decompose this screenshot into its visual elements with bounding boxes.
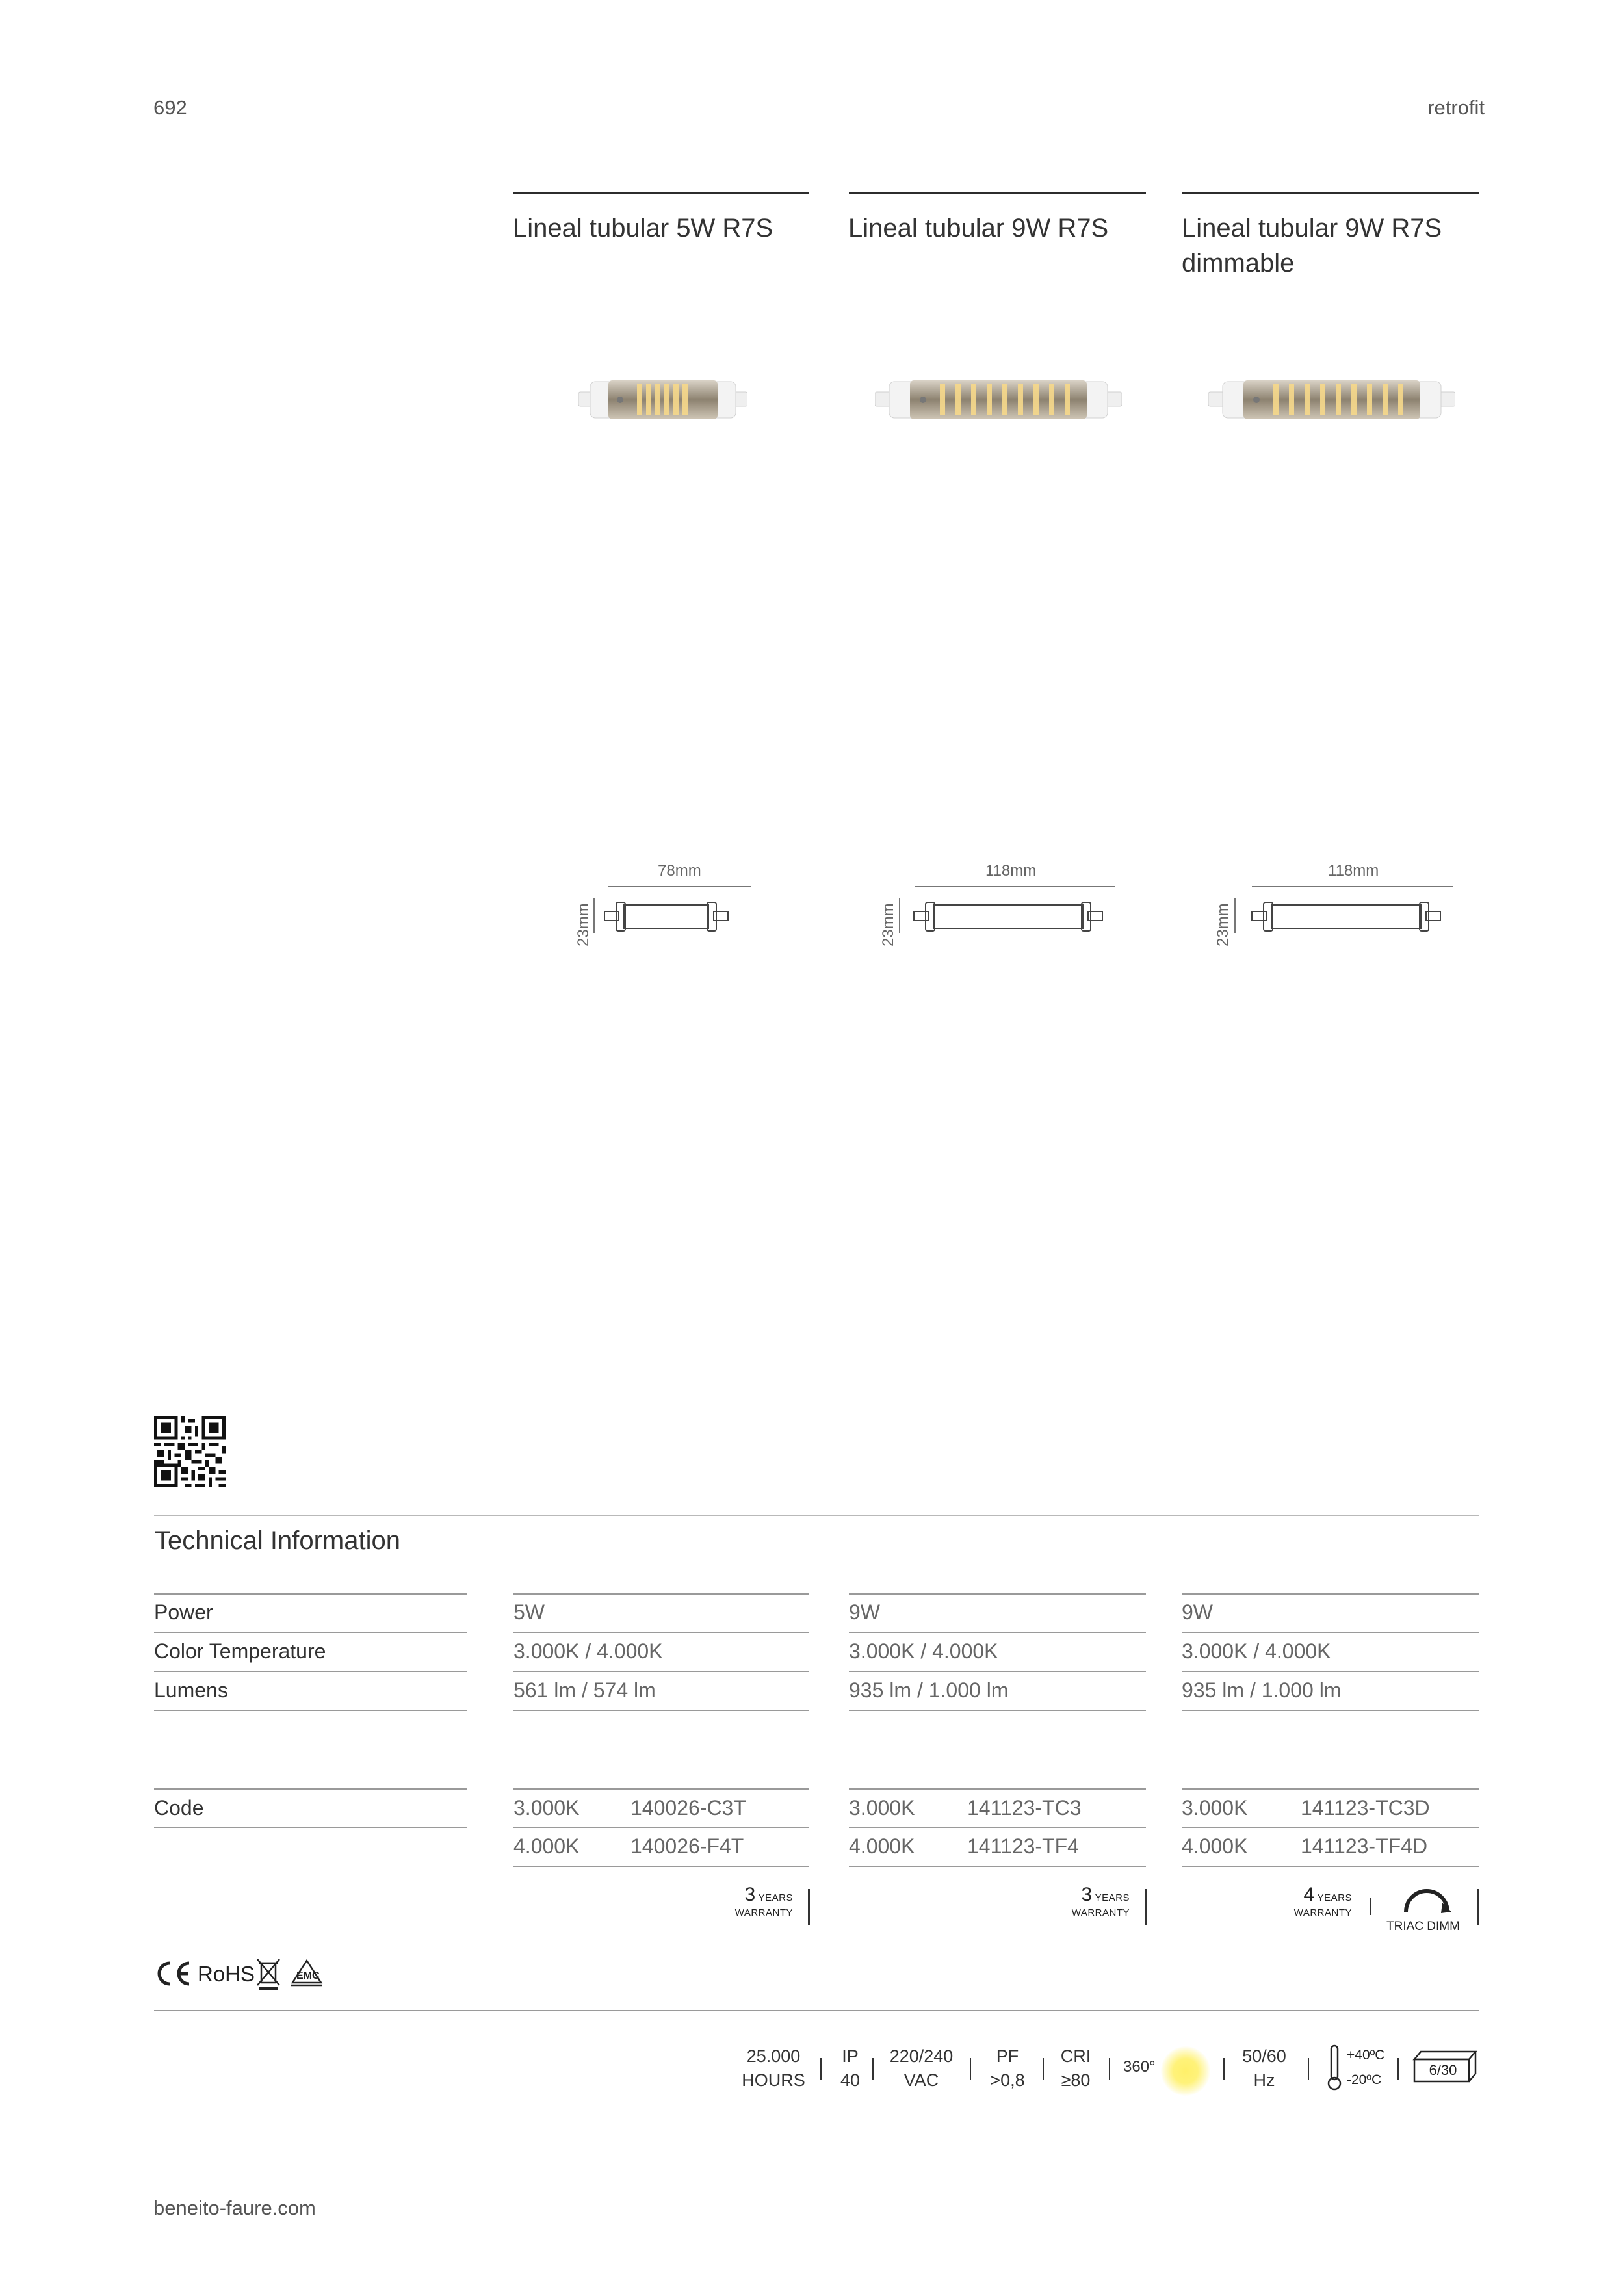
col3-rule <box>1182 1632 1479 1633</box>
product-3-length-label: 118mm <box>1328 862 1379 880</box>
pf-label: PF <box>996 2046 1019 2066</box>
col2-rule <box>849 1671 1146 1672</box>
label-code: Code <box>154 1796 204 1820</box>
spec-ip <box>834 2044 866 2093</box>
spec-pf <box>981 2044 1033 2093</box>
col2-lumens: 935 lm / 1.000 lm <box>849 1678 1009 1702</box>
col2-code-temp: 3.000K <box>849 1796 915 1820</box>
product-2-title: Lineal tubular 9W R7S <box>848 214 1109 242</box>
label-power: Power <box>154 1600 213 1624</box>
product-2-dimension-drawing <box>884 884 1124 936</box>
col3-code-temp: 3.000K <box>1182 1796 1248 1820</box>
col3-code-temp: 4.000K <box>1182 1834 1248 1858</box>
warranty-label: WARRANTY <box>734 1907 793 1918</box>
col2-rule <box>849 1593 1146 1595</box>
tech-title: Technical Information <box>155 1526 400 1555</box>
product-3-height-label: 23mm <box>1214 903 1232 946</box>
pf-value: >0,8 <box>990 2070 1025 2090</box>
weee-bin-icon <box>255 1957 281 1990</box>
col2-rule <box>849 1632 1146 1633</box>
ce-mark-icon <box>154 1959 193 1988</box>
col3-lumens: 935 lm / 1.000 lm <box>1182 1678 1342 1702</box>
lifetime-value: 25.000 <box>746 2046 801 2066</box>
col2-warranty-bar <box>1145 1889 1147 1925</box>
label-rule <box>154 1593 467 1595</box>
product-3-image <box>1208 374 1455 426</box>
spec-separator <box>970 2058 971 2080</box>
col3-separator <box>1370 1898 1371 1915</box>
warranty-label: WARRANTY <box>1071 1907 1130 1918</box>
footer-url[interactable]: beneito-faure.com <box>153 2197 316 2219</box>
col1-rule <box>513 1788 809 1790</box>
col3-rule <box>1182 1866 1479 1867</box>
warranty-years: 4 <box>1303 1884 1315 1905</box>
col1-color-temperature: 3.000K / 4.000K <box>513 1639 663 1663</box>
spec-separator <box>1397 2058 1399 2080</box>
product-2-rule <box>849 192 1146 194</box>
section-name: retrofit <box>1427 96 1485 119</box>
product-3-dimension-drawing <box>1219 884 1460 936</box>
product-2-height-label: 23mm <box>879 903 897 946</box>
col3-warranty-badge <box>1261 1884 1352 1918</box>
spec-separator <box>820 2058 822 2080</box>
product-1-dimension-drawing <box>578 884 754 936</box>
col2-rule <box>849 1866 1146 1867</box>
packaging-label: 6/30 <box>1429 2062 1457 2078</box>
col1-code: 140026-F4T <box>630 1834 744 1858</box>
col3-color-temperature: 3.000K / 4.000K <box>1182 1639 1331 1663</box>
temperature-max: +40ºC <box>1347 2048 1385 2063</box>
col2-rule <box>849 1788 1146 1790</box>
spec-frequency <box>1235 2044 1293 2093</box>
col1-rule <box>513 1710 809 1711</box>
col2-warranty-badge <box>1039 1884 1130 1918</box>
product-1-rule <box>513 192 809 194</box>
col3-rule <box>1182 1788 1479 1790</box>
product-2-image <box>875 374 1122 426</box>
label-color-temperature: Color Temperature <box>154 1639 326 1663</box>
col1-rule <box>513 1671 809 1672</box>
col1-lumens: 561 lm / 574 lm <box>513 1678 656 1702</box>
col1-warranty-bar <box>808 1889 810 1925</box>
spec-voltage <box>884 2044 959 2093</box>
label-rule <box>154 1671 467 1672</box>
qr-code[interactable] <box>154 1416 226 1487</box>
col1-rule <box>513 1632 809 1633</box>
spec-separator <box>1109 2058 1110 2080</box>
product-3-title: Lineal tubular 9W R7S dimmable <box>1182 214 1442 278</box>
warranty-years: 3 <box>744 1884 756 1905</box>
light-glow-icon <box>1161 2046 1210 2096</box>
warranty-unit: YEARS <box>1095 1892 1130 1903</box>
cri-label: CRI <box>1060 2046 1091 2066</box>
col1-power: 5W <box>513 1600 545 1624</box>
tech-top-rule <box>154 1515 1479 1516</box>
col1-warranty-badge <box>702 1884 793 1918</box>
col2-power: 9W <box>849 1600 880 1624</box>
col2-code: 141123-TC3 <box>967 1796 1082 1820</box>
spec-separator <box>1043 2058 1044 2080</box>
spec-cri <box>1053 2044 1098 2093</box>
col3-rule <box>1182 1593 1479 1595</box>
dimming-label: TRIAC DIMM <box>1386 1920 1460 1933</box>
col2-rule <box>849 1710 1146 1711</box>
col3-power: 9W <box>1182 1600 1213 1624</box>
dimmer-icon <box>1401 1888 1453 1914</box>
product-3-rule <box>1182 192 1479 194</box>
col3-warranty-bar <box>1477 1889 1479 1925</box>
warranty-unit: YEARS <box>1317 1892 1352 1903</box>
frequency-value: 50/60 <box>1242 2046 1286 2066</box>
col2-code-temp: 4.000K <box>849 1834 915 1858</box>
label-rule <box>154 1827 467 1828</box>
voltage-value: 220/240 <box>889 2046 954 2066</box>
temperature-min: -20ºC <box>1347 2072 1382 2087</box>
col1-code-temp: 4.000K <box>513 1834 580 1858</box>
cri-value: ≥80 <box>1061 2070 1091 2090</box>
spec-separator <box>1223 2058 1225 2080</box>
frequency-unit: Hz <box>1253 2070 1275 2090</box>
specs-top-rule <box>154 2010 1479 2011</box>
warranty-unit: YEARS <box>758 1892 793 1903</box>
warranty-label: WARRANTY <box>1293 1907 1352 1918</box>
col2-color-temperature: 3.000K / 4.000K <box>849 1639 998 1663</box>
col2-rule <box>849 1827 1146 1828</box>
col2-code: 141123-TF4 <box>967 1834 1079 1858</box>
col3-code: 141123-TC3D <box>1301 1796 1430 1820</box>
product-1-title: Lineal tubular 5W R7S <box>513 214 773 242</box>
product-2-length-label: 118mm <box>985 862 1037 880</box>
rohs-label: RoHS <box>198 1962 255 1986</box>
emc-label: EMC <box>296 1970 320 1981</box>
spec-separator <box>872 2058 874 2080</box>
lifetime-unit: HOURS <box>742 2070 805 2090</box>
label-rule <box>154 1710 467 1711</box>
col1-rule <box>513 1827 809 1828</box>
product-1-length-label: 78mm <box>658 862 701 880</box>
col3-rule <box>1182 1710 1479 1711</box>
spec-separator <box>1308 2058 1309 2080</box>
ip-value: 40 <box>840 2070 861 2090</box>
label-rule <box>154 1632 467 1633</box>
col3-rule <box>1182 1827 1479 1828</box>
col1-rule <box>513 1593 809 1595</box>
col1-code-temp: 3.000K <box>513 1796 580 1820</box>
col3-rule <box>1182 1671 1479 1672</box>
col3-code: 141123-TF4D <box>1301 1834 1428 1858</box>
beam-angle-label: 360° <box>1123 2058 1156 2076</box>
thermometer-icon <box>1326 2044 1343 2091</box>
product-1-image <box>578 374 747 426</box>
spec-lifetime <box>741 2044 806 2093</box>
col1-rule <box>513 1866 809 1867</box>
voltage-unit: VAC <box>903 2070 939 2090</box>
product-1-height-label: 23mm <box>575 903 592 946</box>
label-rule <box>154 1788 467 1790</box>
col1-code: 140026-C3T <box>630 1796 746 1820</box>
label-lumens: Lumens <box>154 1678 228 1702</box>
warranty-years: 3 <box>1081 1884 1093 1905</box>
page-number: 692 <box>153 96 187 119</box>
ip-label: IP <box>842 2046 859 2066</box>
